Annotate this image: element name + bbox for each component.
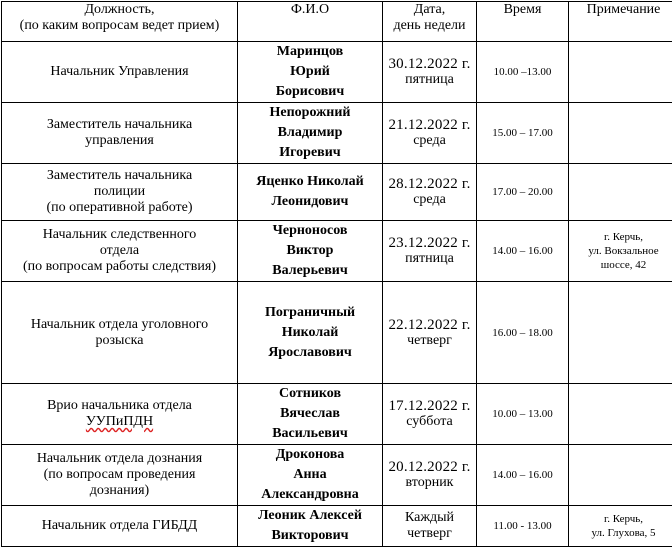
header-date: Дата, день недели [383, 2, 477, 42]
table-row [2, 164, 672, 221]
position-line: Врио начальника отдела [4, 398, 235, 414]
position-cell: Начальник Управления [2, 42, 238, 103]
weekday-value: среда [385, 133, 474, 149]
weekday-value: вторник [385, 475, 474, 491]
note-cell: г. Керчь, ул. Вокзальное шоссе, 42 [569, 221, 672, 282]
date-value: 28.12.2022 г. [385, 176, 474, 192]
weekday-value: среда [385, 192, 474, 208]
weekday-value: четверг [385, 526, 474, 542]
fio-cell: Пограничный Николай Ярославович [238, 282, 383, 384]
position-cell: Заместитель начальника полиции (по оперативной работе) [2, 164, 238, 221]
note-cell [569, 445, 672, 506]
date-cell [383, 221, 477, 282]
table-row [2, 445, 672, 506]
time-cell: 17.00 – 20.00 [477, 164, 569, 221]
fio-cell: Леоник Алексей Викторович [238, 506, 383, 547]
date-value: 23.12.2022 г. [385, 235, 474, 251]
header-note: Примечание [569, 2, 672, 42]
fio-cell: Черноносов Виктор Валерьевич [238, 221, 383, 282]
date-value: 30.12.2022 г. [385, 56, 474, 72]
date-cell [383, 282, 477, 384]
date-cell [383, 42, 477, 103]
date-cell [383, 103, 477, 164]
note-cell [569, 282, 672, 384]
header-time: Время [477, 2, 569, 42]
table-row [2, 42, 672, 103]
note-cell [569, 42, 672, 103]
table-row [2, 221, 672, 282]
date-cell [383, 445, 477, 506]
weekday-value: пятница [385, 251, 474, 267]
position-cell: Начальник отдела уголовного розыска [2, 282, 238, 384]
position-abbreviation: УУПиПДН [86, 414, 153, 429]
header-position: Должность, (по каким вопросам ведет прием) [2, 2, 238, 42]
table-row [2, 103, 672, 164]
position-cell: Начальник следственного отдела (по вопросам работы следствия) [2, 221, 238, 282]
position-cell: Заместитель начальника управления [2, 103, 238, 164]
date-value: 22.12.2022 г. [385, 317, 474, 333]
date-value: Каждый [385, 510, 474, 526]
note-cell: г. Керчь, ул. Глухова, 5 [569, 506, 672, 547]
fio-cell: Дроконова Анна Александровна [238, 445, 383, 506]
fio-cell: Яценко Николай Леонидович [238, 164, 383, 221]
date-value: 17.12.2022 г. [385, 398, 474, 414]
time-cell: 14.00 – 16.00 [477, 221, 569, 282]
position-cell: Начальник отдела ГИБДД [2, 506, 238, 547]
table-row [2, 282, 672, 384]
date-value: 20.12.2022 г. [385, 459, 474, 475]
table-row [2, 384, 672, 445]
time-cell: 10.00 –13.00 [477, 42, 569, 103]
weekday-value: четверг [385, 333, 474, 349]
date-cell [383, 506, 477, 547]
note-cell [569, 384, 672, 445]
time-cell: 16.00 – 18.00 [477, 282, 569, 384]
reception-schedule-table [1, 1, 672, 547]
time-cell: 10.00 – 13.00 [477, 384, 569, 445]
time-cell: 14.00 – 16.00 [477, 445, 569, 506]
weekday-value: пятница [385, 72, 474, 88]
date-cell [383, 384, 477, 445]
note-cell [569, 103, 672, 164]
table-row [2, 506, 672, 547]
header-fio: Ф.И.О [238, 2, 383, 42]
date-cell [383, 164, 477, 221]
position-cell [2, 384, 238, 445]
fio-cell: Маринцов Юрий Борисович [238, 42, 383, 103]
fio-cell: Непорожний Владимир Игоревич [238, 103, 383, 164]
date-value: 21.12.2022 г. [385, 117, 474, 133]
note-cell [569, 164, 672, 221]
table-header-row [2, 2, 672, 42]
fio-cell: Сотников Вячеслав Васильевич [238, 384, 383, 445]
position-cell: Начальник отдела дознания (по вопросам проведения дознания) [2, 445, 238, 506]
weekday-value: суббота [385, 414, 474, 430]
time-cell: 15.00 – 17.00 [477, 103, 569, 164]
time-cell: 11.00 - 13.00 [477, 506, 569, 547]
